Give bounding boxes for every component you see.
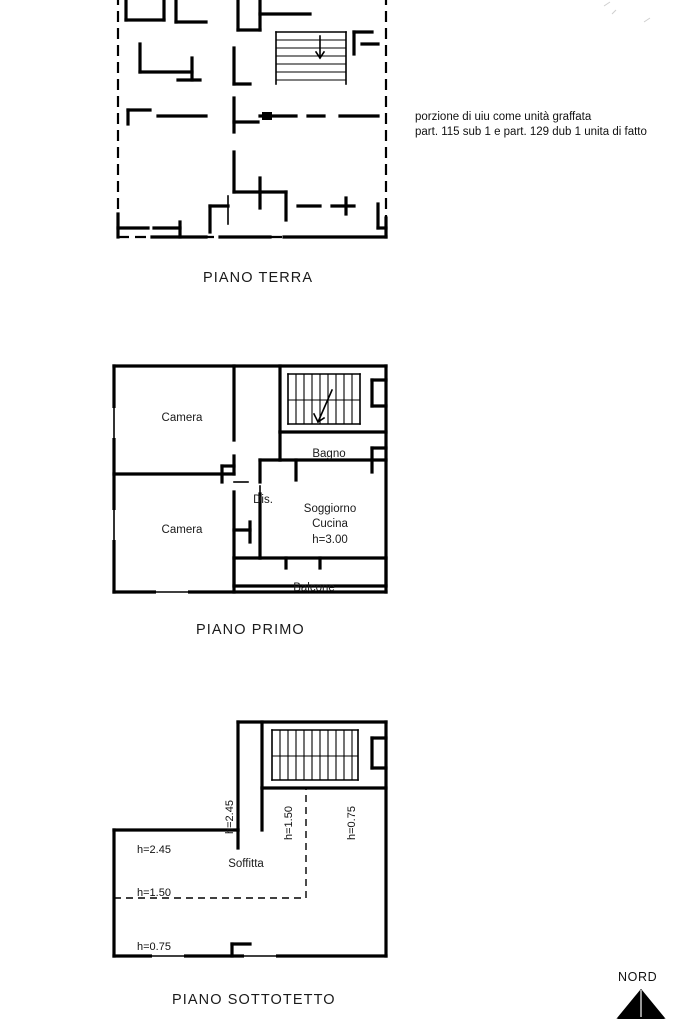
faint-marks bbox=[600, 0, 660, 40]
piano-sottotetto-caption: PIANO SOTTOTETTO bbox=[172, 992, 336, 1008]
room-label-camera-1: Camera bbox=[161, 412, 203, 424]
height-label-245-vertical: h=2.45 bbox=[224, 800, 236, 834]
room-label-disimpegno: Dis. bbox=[253, 494, 273, 506]
height-label-150: h=1.50 bbox=[137, 887, 171, 899]
room-label-bagno: Bagno bbox=[312, 448, 346, 460]
room-label-cucina: Cucina bbox=[312, 518, 348, 530]
piano-primo-drawing bbox=[110, 362, 395, 602]
height-label-075-vertical: h=0.75 bbox=[346, 806, 358, 840]
piano-primo-caption: PIANO PRIMO bbox=[196, 622, 305, 638]
height-label-245: h=2.45 bbox=[137, 844, 171, 856]
compass-label: NORD bbox=[618, 970, 658, 984]
room-label-soffitta: Soffitta bbox=[228, 858, 264, 870]
height-label-075: h=0.75 bbox=[137, 941, 171, 953]
height-label-150-vertical: h=1.50 bbox=[283, 806, 295, 840]
room-label-soggiorno-height: h=3.00 bbox=[312, 534, 348, 546]
piano-terra-caption: PIANO TERRA bbox=[203, 270, 314, 286]
room-label-soggiorno: Soggiorno bbox=[303, 503, 357, 515]
graffata-note bbox=[415, 110, 647, 140]
graffata-note-line-2: part. 115 sub 1 e part. 129 dub 1 unita di fatto bbox=[415, 126, 647, 138]
graffata-note-line-1: porzione di uiu come unità graffata bbox=[415, 111, 592, 123]
north-arrow-icon bbox=[608, 988, 674, 1022]
room-label-balcone: Balcone bbox=[293, 582, 335, 594]
room-label-camera-2: Camera bbox=[161, 524, 203, 536]
piano-terra-drawing bbox=[110, 0, 395, 247]
